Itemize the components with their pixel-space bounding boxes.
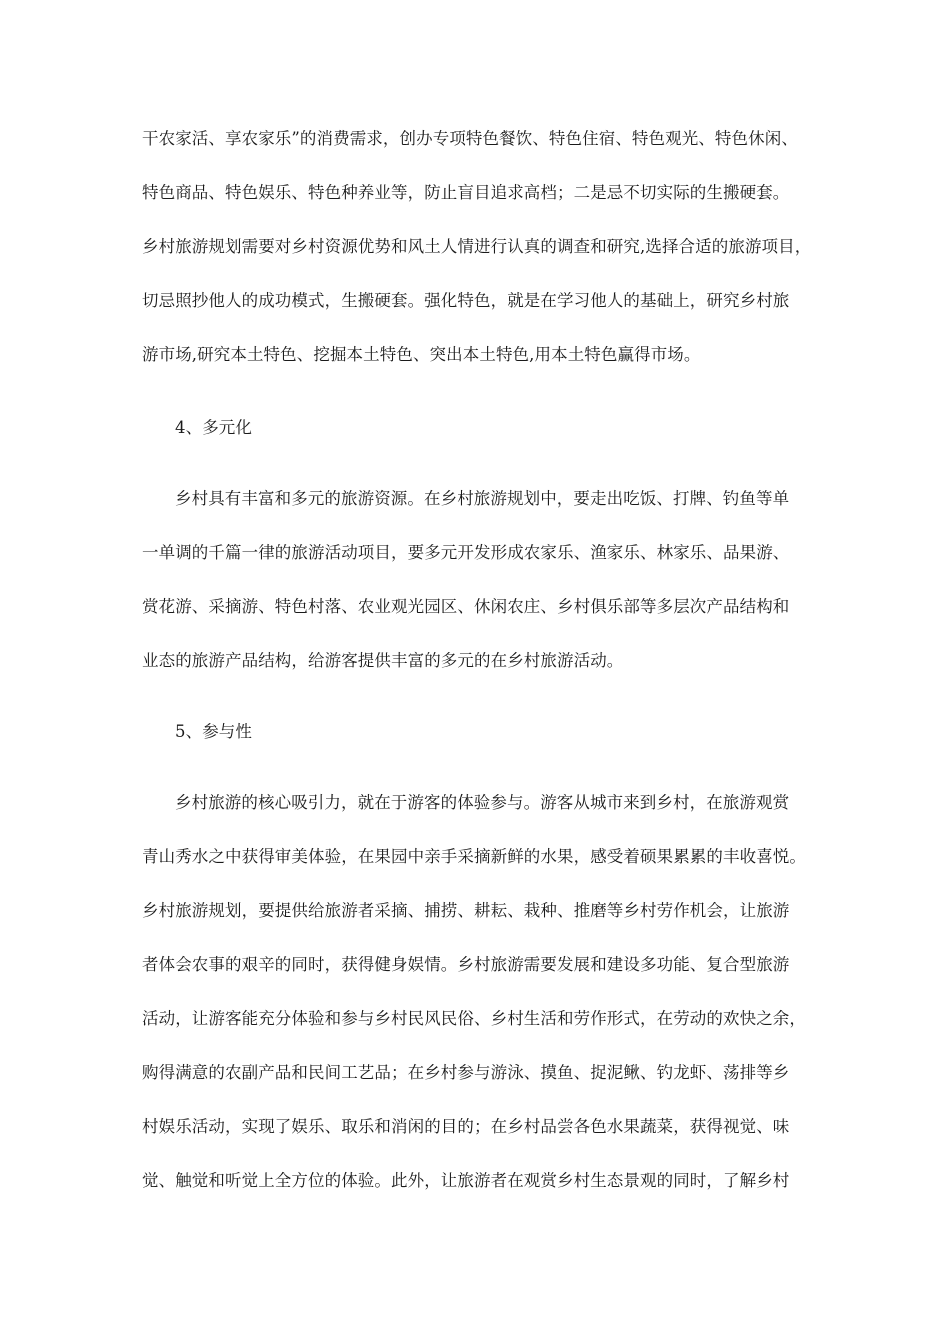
paragraph-line: 乡村旅游的核心吸引力，就在于游客的体验参与。游客从城市来到乡村，在旅游观赏: [175, 793, 790, 812]
paragraph-line: 乡村旅游规划需要对乡村资源优势和风土人情进行认真的调查和研究,选择合适的旅游项目，: [142, 237, 812, 256]
paragraph-line: 切忌照抄他人的成功模式，生搬硬套。强化特色，就是在学习他人的基础上，研究乡村旅: [142, 291, 790, 310]
paragraph-line: 乡村旅游规划，要提供给旅游者采摘、捕捞、耕耘、栽种、推磨等乡村劳作机会，让旅游: [142, 901, 790, 920]
section-heading: 4、多元化: [175, 418, 252, 437]
paragraph-line: 干农家活、享农家乐”的消费需求，创办专项特色餐饮、特色住宿、特色观光、特色休闲、: [142, 129, 798, 148]
paragraph-line: 村娱乐活动，实现了娱乐、取乐和消闲的目的；在乡村品尝各色水果蔬菜，获得视觉、味: [142, 1117, 790, 1136]
paragraph-line: 赏花游、采摘游、特色村落、农业观光园区、休闲农庄、乡村俱乐部等多层次产品结构和: [142, 597, 790, 616]
paragraph-line: 游市场,研究本土特色、挖掘本土特色、突出本土特色,用本土特色赢得市场。: [142, 345, 701, 364]
paragraph-line: 特色商品、特色娱乐、特色种养业等，防止盲目追求高档；二是忌不切实际的生搬硬套。: [142, 183, 790, 202]
paragraph-line: 活动，让游客能充分体验和参与乡村民风民俗、乡村生活和劳作形式，在劳动的欢快之余，: [142, 1009, 806, 1028]
paragraph-line: 者体会农事的艰辛的同时，获得健身娱情。乡村旅游需要发展和建设多功能、复合型旅游: [142, 955, 790, 974]
paragraph-line: 购得满意的农副产品和民间工艺品；在乡村参与游泳、摸鱼、捉泥鳅、钓龙虾、荡排等乡: [142, 1063, 790, 1082]
paragraph-line: 青山秀水之中获得审美体验，在果园中亲手采摘新鲜的水果，感受着硕果累累的丰收喜悦。: [142, 847, 806, 866]
paragraph-line: 业态的旅游产品结构，给游客提供丰富的多元的在乡村旅游活动。: [142, 651, 624, 670]
section-heading: 5、参与性: [175, 722, 252, 741]
paragraph-line: 觉、触觉和听觉上全方位的体验。此外，让旅游者在观赏乡村生态景观的同时，了解乡村: [142, 1171, 790, 1190]
paragraph-line: 一单调的千篇一律的旅游活动项目，要多元开发形成农家乐、渔家乐、林家乐、品果游、: [142, 543, 790, 562]
paragraph-line: 乡村具有丰富和多元的旅游资源。在乡村旅游规划中，要走出吃饭、打牌、钓鱼等单: [175, 489, 790, 508]
